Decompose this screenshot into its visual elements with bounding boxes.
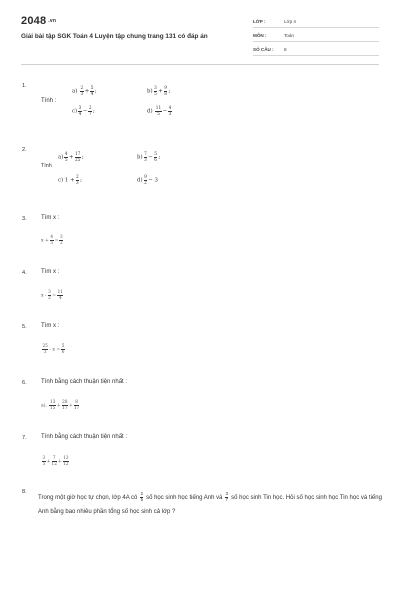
fraction-denominator: 12 (63, 460, 69, 466)
question-number: 3. (22, 216, 27, 222)
fraction (59, 235, 63, 245)
fraction-numerator: 11 (155, 105, 162, 110)
fraction-numerator: 13 (63, 455, 69, 460)
fraction (48, 290, 52, 300)
fraction-denominator: 25 (75, 156, 81, 162)
expression-1b: b) $\frac{3}{5}$ + $\frac{9}{8}$ ; (147, 85, 171, 96)
fraction (225, 492, 228, 502)
fraction-denominator: 5 (42, 460, 46, 466)
fraction-numerator: 7 (144, 151, 147, 156)
fraction (64, 152, 68, 162)
fraction-numerator: 2 (140, 491, 143, 497)
question-prompt: Tính (41, 163, 52, 169)
fraction-numerator: 3 (154, 85, 157, 90)
meta-row-count (253, 44, 379, 56)
fraction (168, 106, 172, 116)
equation-4: x - $\frac{3}{2}$ = $\frac{11}{4}$ (41, 289, 63, 300)
site-logo[interactable]: 2048 .vn (21, 15, 57, 27)
fraction-denominator: 4 (90, 90, 94, 96)
fraction-numerator: 17 (75, 151, 81, 156)
expression-7: $\frac{3}{5}$ + $\frac{7}{12}$ + $\frac{13}{12}$ (42, 455, 69, 466)
question-number: 2. (22, 147, 27, 153)
fraction (57, 290, 63, 300)
fraction (52, 456, 57, 466)
meta-value: Lớp 4 (284, 19, 296, 24)
fraction-denominator: 3 (144, 156, 147, 162)
fraction-denominator: 5 (154, 90, 157, 96)
fraction-denominator: 2 (48, 294, 51, 300)
page-title: Giải bài tập SGK Toán 4 Luyện tập chung trang 131 có đáp án (21, 33, 208, 40)
fraction-denominator: 17 (73, 404, 80, 410)
fraction-denominator: 5 (64, 156, 68, 162)
meta-label: SỐ CÂU : (253, 47, 274, 52)
fraction-numerator: 2 (80, 85, 84, 90)
fraction-denominator: 3 (76, 179, 79, 185)
fraction (164, 86, 168, 96)
fraction-numerator: 25 (42, 343, 48, 348)
fraction-numerator: 3 (48, 289, 51, 294)
fraction-numerator: 5 (154, 151, 157, 156)
fraction (154, 152, 158, 162)
question-prompt: Tìm x : (41, 323, 60, 329)
fraction-numerator: 11 (57, 289, 63, 294)
expression-1d: d) $\frac{11}{5}$ − $\frac{4}{3}$ (147, 105, 172, 116)
fraction (74, 400, 79, 410)
expression-2d: d) $\frac{9}{2}$ − 3 (137, 174, 158, 185)
fraction-denominator: 7 (88, 110, 92, 116)
equation-5: $\frac{25}{3}$ - x = $\frac{5}{6}$ (42, 343, 65, 354)
question-number: 1. (22, 83, 27, 89)
fraction (42, 344, 48, 354)
fraction (50, 235, 54, 245)
fraction-denominator: 3 (168, 110, 172, 116)
question-prompt: Tìm x : (41, 215, 60, 221)
question-number: 8. (22, 489, 27, 495)
expression-2c: c) 1 + $\frac{2}{3}$ ; (58, 174, 82, 185)
fraction (61, 344, 65, 354)
question-prompt: Tính bằng cách thuận tiện nhất : (41, 379, 128, 385)
fraction-denominator: 4 (58, 294, 62, 300)
fraction-denominator: 5 (50, 239, 54, 245)
fraction-denominator: 7 (225, 496, 228, 502)
meta-row-subject (253, 30, 379, 42)
fraction-numerator: 5 (90, 85, 94, 90)
fraction-denominator: 8 (164, 90, 167, 96)
fraction-denominator: 5 (140, 496, 143, 502)
fraction-numerator: 2 (88, 105, 92, 110)
fraction (80, 86, 84, 96)
fraction (140, 492, 143, 502)
fraction-numerator: 9 (164, 85, 167, 90)
fraction-numerator: 4 (50, 234, 54, 239)
fraction-denominator: 5 (157, 110, 160, 116)
equation-3: x + $\frac{4}{5}$ = $\frac{3}{2}$ (41, 234, 63, 245)
fraction (76, 175, 80, 185)
question-number: 7. (22, 435, 27, 441)
fraction-denominator: 6 (154, 156, 157, 162)
question-number: 6. (22, 380, 27, 386)
meta-label: LỚP : (253, 19, 266, 24)
fraction-numerator: 13 (49, 399, 56, 404)
fraction-denominator: 2 (144, 179, 147, 185)
fraction-denominator: 6 (61, 348, 65, 354)
fraction-numerator: 28 (62, 399, 68, 404)
meta-label: MÔN : (253, 33, 267, 38)
fraction-numerator: 9 (144, 174, 147, 179)
fraction-numerator: 2 (76, 174, 79, 179)
fraction-denominator: 4 (78, 110, 82, 116)
fraction-numerator: 5 (61, 343, 65, 348)
fraction (90, 86, 94, 96)
fraction-denominator: 3 (80, 90, 84, 96)
fraction-numerator: 3 (59, 234, 63, 239)
fraction (154, 86, 158, 96)
question-prompt: Tính : (41, 98, 57, 104)
question-number: 4. (22, 270, 27, 276)
expression-1c: c) $\frac{3}{4}$ − $\frac{2}{7}$ ; (72, 105, 95, 116)
expression-6: a). $\frac{13}{15}$ + $\frac{28}{17}$ + $\frac{8}{17}$ (41, 399, 80, 410)
fraction (88, 106, 92, 116)
fraction-denominator: 17 (62, 404, 68, 410)
question-prompt: Tìm x : (41, 269, 60, 275)
fraction-numerator: 3 (225, 491, 228, 497)
meta-value: 8 (284, 47, 287, 52)
question-prompt: Tính bằng cách thuận tiện nhất : (41, 434, 128, 440)
expression-1a: a) $\frac{2}{3}$ + $\frac{5}{4}$ ; (72, 85, 97, 96)
fraction-numerator: 3 (42, 455, 46, 460)
fraction-numerator: 4 (64, 151, 68, 156)
fraction (42, 456, 46, 466)
expression-2b: b) $\frac{7}{3}$ − $\frac{5}{6}$ ; (137, 151, 161, 162)
fraction (144, 152, 148, 162)
fraction (49, 400, 55, 410)
fraction-denominator: 12 (51, 460, 57, 466)
word-problem-8: Trong một giờ học tự chọn, lớp 4A có $\frac{2}{5}$ số học sinh học tiếng Anh và $\frac{3}{7}$ số học sinh Tin học. Hỏi số học sinh học Tin học và tiếng Anh bằng bao nhiêu phần tổng số học sinh cả lớp ? (38, 491, 382, 515)
fraction-numerator: 7 (52, 455, 56, 460)
fraction-numerator: 3 (78, 105, 82, 110)
question-number: 5. (22, 324, 27, 330)
header-divider (21, 64, 379, 65)
expression-2a: a) $\frac{4}{5}$ + $\frac{17}{25}$ ; (58, 151, 84, 162)
meta-row-class (253, 16, 379, 28)
meta-value: Toán (284, 33, 294, 38)
fraction-denominator: 2 (59, 239, 63, 245)
fraction-denominator: 15 (49, 404, 56, 410)
fraction (63, 456, 69, 466)
fraction-numerator: 4 (168, 105, 172, 110)
fraction (62, 400, 68, 410)
fraction (144, 175, 148, 185)
fraction-denominator: 3 (43, 348, 47, 354)
fraction (78, 106, 82, 116)
fraction (75, 152, 81, 162)
fraction-numerator: 8 (75, 399, 78, 404)
fraction (155, 106, 161, 116)
